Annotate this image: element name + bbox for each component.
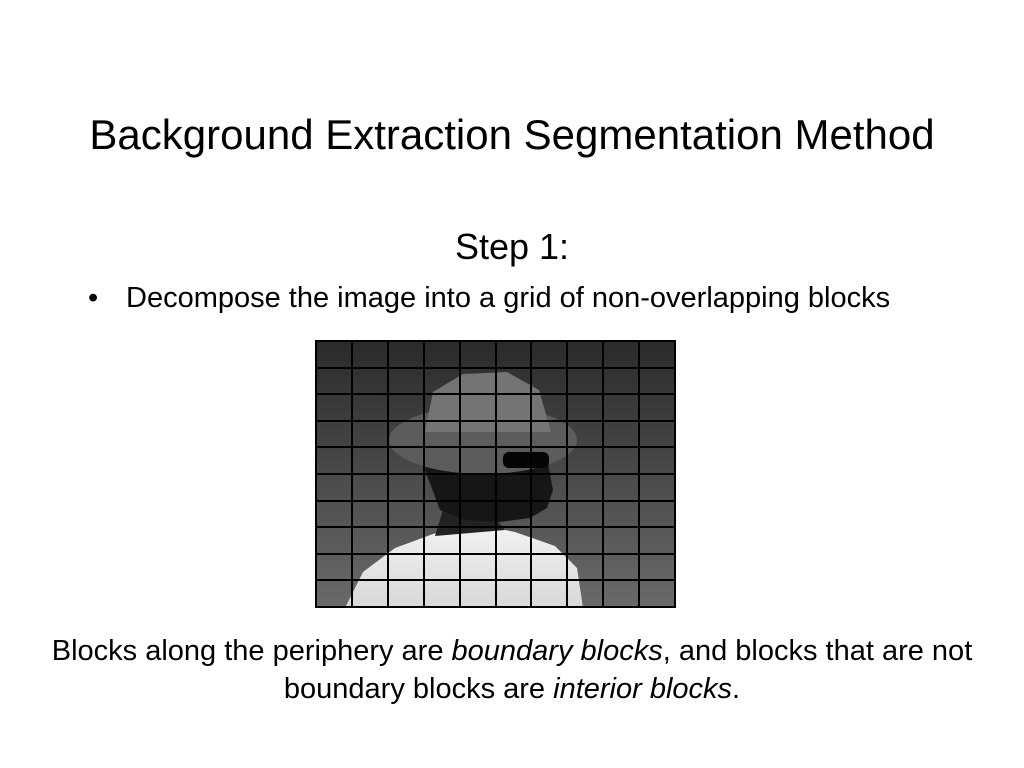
caption-part-1: Blocks along the periphery are (51, 635, 452, 667)
photo-sunglasses (503, 452, 549, 468)
caption-part-3: . (732, 673, 741, 705)
grid-photo-svg (315, 340, 676, 608)
grid-photo-figure (315, 340, 676, 608)
caption (0, 632, 1024, 708)
slide-title: Background Extraction Segmentation Method (89, 111, 935, 158)
caption-term-interior-blocks: interior blocks (553, 673, 733, 705)
caption-part-2: , and blocks that are not boundary blocks are (283, 635, 973, 705)
step-heading: Step 1: (454, 226, 570, 267)
caption-term-boundary-blocks: boundary blocks (451, 635, 663, 667)
bullet-dot: • (88, 282, 99, 314)
bullet-text: Decompose the image into a grid of non-overlapping blocks (126, 282, 891, 314)
